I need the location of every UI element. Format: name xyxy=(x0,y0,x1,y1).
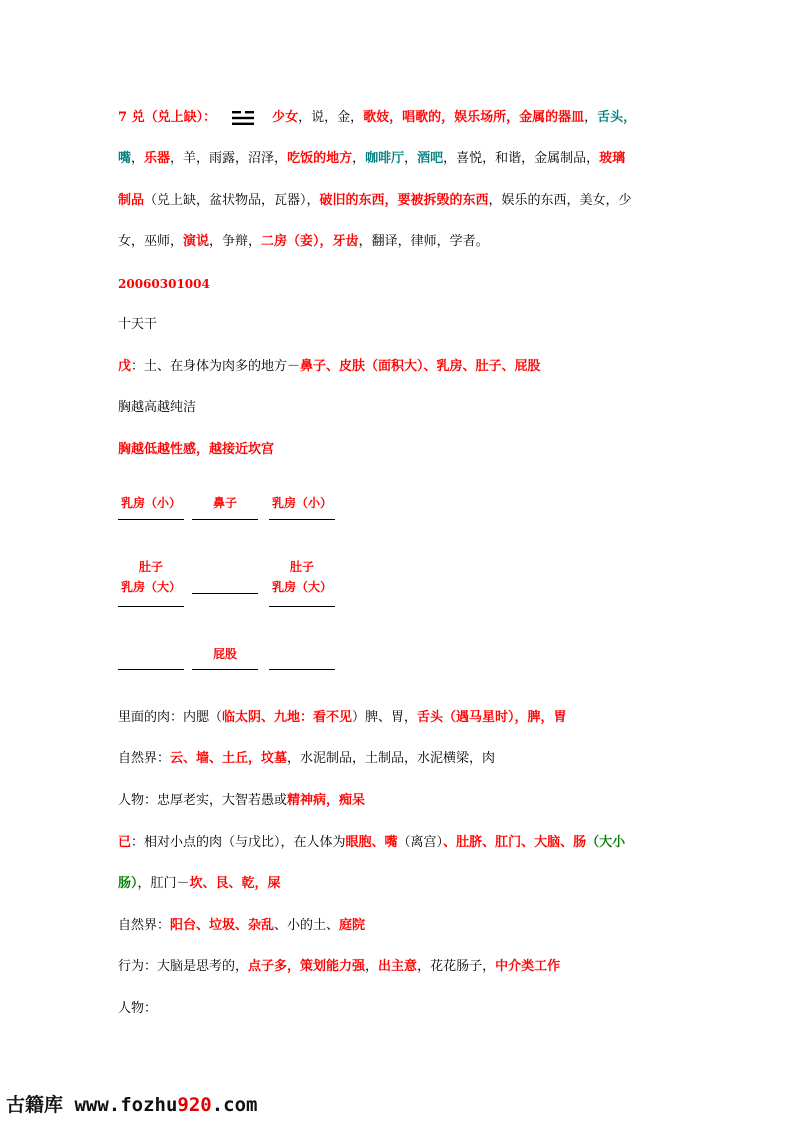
diagram-underline xyxy=(192,669,258,670)
xingwei-line xyxy=(118,959,560,975)
text-run: 舌头（遇马星时），脾，胃 xyxy=(417,710,567,725)
text-run: ，争辩， xyxy=(209,234,262,249)
dui-trigram-icon xyxy=(232,111,254,125)
text-run: 破旧的东西，要被拆毁的东西 xyxy=(319,193,489,208)
text-run: ，水泥制品，土制品，水泥横梁，肉 xyxy=(287,751,496,766)
section-title: 十天干 xyxy=(118,317,158,332)
footer-url-num: 920 xyxy=(177,1094,212,1116)
diagram-underline xyxy=(118,519,184,520)
text-run: 庭院 xyxy=(339,918,366,933)
text-run: 鼻子、皮肤（面积大）、乳房、肚子、屁股 xyxy=(300,359,541,374)
text-run: 中介类工作 xyxy=(495,959,561,974)
text-run: ， xyxy=(404,151,418,166)
text-run: 咖啡厅 xyxy=(365,151,405,166)
text-run: 里面的肉：内腮（ xyxy=(118,710,223,725)
ji-line-2 xyxy=(118,876,281,892)
text-run: ，娱乐的东西，美女，少 xyxy=(488,193,632,208)
text-run: 舌头， xyxy=(597,110,637,125)
text-run: ， xyxy=(584,110,598,125)
dui-line-3 xyxy=(118,193,632,209)
text-run: 制品 xyxy=(118,193,145,208)
diagram-cell-r1c3: 乳房（小） xyxy=(271,496,332,510)
footer-brand: 古籍库 xyxy=(6,1094,64,1116)
text-run: 二房（妾），牙齿 xyxy=(261,234,359,249)
text-run: ，喜悦，和谐，金属制品， xyxy=(443,151,600,166)
diagram-cell-r2c3: 肚子 乳房（大） xyxy=(271,560,332,594)
text-run: （离宫） xyxy=(397,835,444,850)
text-run: ， xyxy=(352,151,366,166)
diagram-underline xyxy=(192,519,258,520)
footer-url-post: .com xyxy=(211,1094,258,1116)
diagram-cell-r2c1: 肚子 乳房（大） xyxy=(120,560,181,594)
ji-line-1 xyxy=(118,835,625,851)
watermark-footer xyxy=(6,1090,258,1117)
text-run: 戊 xyxy=(118,359,132,374)
li-line xyxy=(118,710,567,726)
diagram-underline xyxy=(118,669,184,670)
text-run: 演说 xyxy=(183,234,210,249)
text-run: 少女 xyxy=(272,110,299,125)
text-run: 出主意 xyxy=(378,959,418,974)
text-run: 吃饭的地方 xyxy=(287,151,353,166)
dui-line-2 xyxy=(118,151,625,167)
diagram-cell-r1c2: 鼻子 xyxy=(212,496,237,510)
text-run: 点子多，策划能力强 xyxy=(248,959,366,974)
xiong-line-1: 胸越高越纯洁 xyxy=(118,400,197,415)
text-run: 酒吧 xyxy=(417,151,444,166)
dui-line-1 xyxy=(118,110,636,126)
text-run: 歌妓，唱歌的，娱乐场所，金属的器皿 xyxy=(363,110,585,125)
text-run: ， xyxy=(365,959,379,974)
date-code: 20060301004 xyxy=(118,277,210,291)
renwu-line-1 xyxy=(118,793,365,809)
text-run: （兑上缺，盆状物品，瓦器）， xyxy=(144,193,320,208)
footer-url-pre: www.fozhu xyxy=(63,1094,178,1116)
text-run: 临太阴、九地：看不见 xyxy=(222,710,353,725)
diagram-underline xyxy=(118,606,184,607)
text-run: ，羊，雨露，沼泽， xyxy=(170,151,288,166)
text-run: 乐器 xyxy=(144,151,171,166)
diagram-underline xyxy=(192,593,258,594)
text-run: 坎、艮、乾，屎 xyxy=(189,876,281,891)
text-run: 、肚脐、肛门、大脑、肠 xyxy=(443,835,587,850)
ziranjie-line-1 xyxy=(118,751,495,767)
text-run: ）脾、胃， xyxy=(352,710,418,725)
text-run: （大小 xyxy=(586,835,626,850)
wu-line xyxy=(118,359,541,375)
text-run: 自然界： xyxy=(118,751,171,766)
diagram-cell-r1c1: 乳房（小） xyxy=(120,496,181,510)
text-run: 肠） xyxy=(118,876,138,891)
text-run: 女，巫师， xyxy=(118,234,184,249)
text-run: ，花花肠子， xyxy=(417,959,496,974)
renwu-line-2: 人物： xyxy=(118,1001,158,1016)
text-run: 阳台、垃圾、杂乱 xyxy=(170,918,275,933)
text-run: 已 xyxy=(118,835,132,850)
text-run: ，翻译，律师，学者。 xyxy=(358,234,489,249)
diagram-underline xyxy=(269,519,335,520)
diagram-underline xyxy=(269,606,335,607)
text-run: 人物：忠厚老实，大智若愚或 xyxy=(118,793,288,808)
text-run: ，肛门－ xyxy=(137,876,190,891)
text-run: 嘴 xyxy=(118,151,132,166)
xiong-line-2: 胸越低越性感，越接近坎宫 xyxy=(118,442,275,457)
text-run: ：相对小点的肉（与戊比），在人体为 xyxy=(131,835,346,850)
text-run: 眼胞、嘴 xyxy=(345,835,398,850)
text-run: ，说，金， xyxy=(298,110,364,125)
text-run: 行为：大脑是思考的， xyxy=(118,959,249,974)
dui-line-4 xyxy=(118,234,489,250)
text-run: 云、墙、土丘，坟墓 xyxy=(170,751,288,766)
dui-heading: 7 兑（兑上缺）： xyxy=(118,110,217,125)
text-run: 精神病，痴呆 xyxy=(287,793,366,808)
text-run: ， xyxy=(131,151,145,166)
text-run: ：土、在身体为肉多的地方－ xyxy=(131,359,301,374)
dui-l1-runs xyxy=(272,110,636,125)
ziranjie-line-2 xyxy=(118,918,365,934)
text-run: 玻璃 xyxy=(599,151,626,166)
diagram-underline xyxy=(269,669,335,670)
text-run: 自然界： xyxy=(118,918,171,933)
text-run: 、小的土、 xyxy=(274,918,340,933)
diagram-cell-r3c2: 屁股 xyxy=(212,647,237,661)
